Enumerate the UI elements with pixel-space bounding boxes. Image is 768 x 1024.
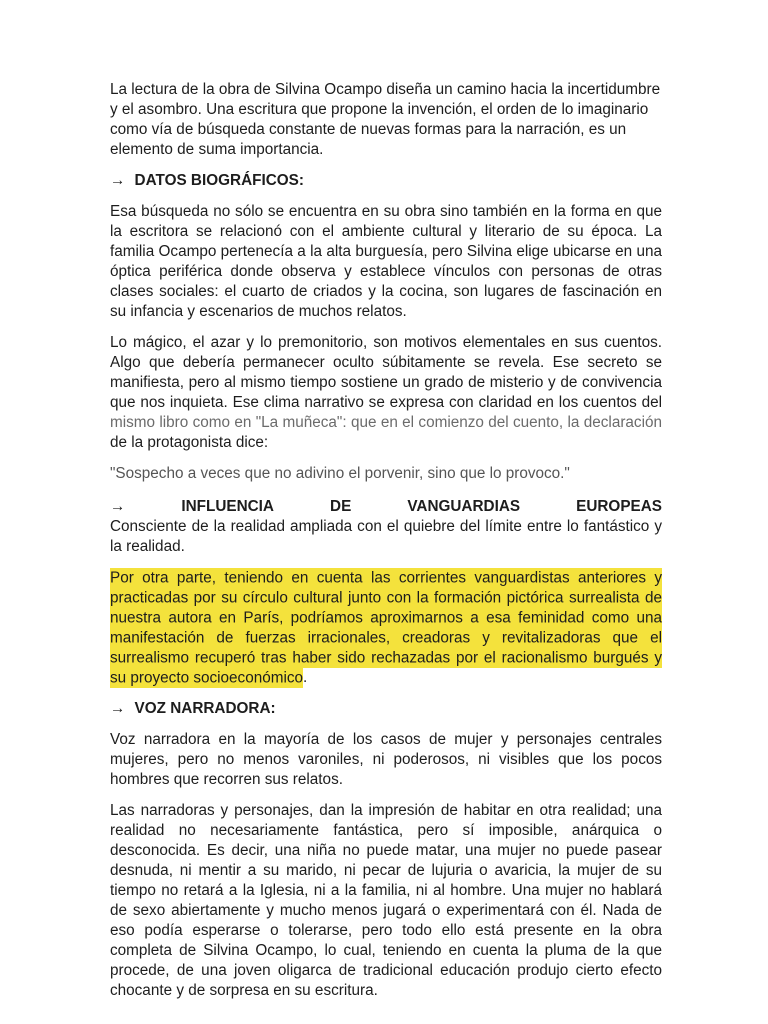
story-quote: "Sospecho a veces que no adivino el porvenir, sino que lo provoco."	[110, 465, 570, 482]
arrow-right-icon: →	[110, 700, 126, 717]
datos-heading-label: DATOS BIOGRÁFICOS:	[134, 172, 304, 189]
highlighted-paragraph	[110, 568, 662, 688]
influencia-word: VANGUARDIAS	[407, 498, 521, 515]
influencia-word: EUROPEAS	[576, 498, 662, 515]
magico-tail-text: de la protagonista dice:	[110, 434, 269, 451]
voz-heading-label: VOZ NARRADORA:	[134, 700, 276, 717]
muneca-muted-segment: mismo libro como en "La muñeca": que en el comienzo del cuento, la declaración	[110, 414, 662, 431]
influencia-word: INFLUENCIA	[181, 498, 274, 515]
voz-heading	[110, 699, 662, 719]
datos-heading	[110, 171, 662, 191]
narradoras-paragraph: Las narradoras y personajes, dan la impresión de habitar en otra realidad; una realidad no necesariamente fantástica, pero sí imposible, anárquica o desconocida. Es decir, una niña no puede matar, una mujer no puede pasear desnuda, ni mentir a su marido, ni pecar de lujuria o avaricia, la mujer de su tiempo no retará a la Iglesia, ni a la familia, ni al hombre. Una mujer no hablará de sexo abiertamente y mucho menos jugará o experimentará con él. Nada de eso podía esperarse o tolerarse, pero todo ello está presente en la obra completa de Silvina Ocampo, lo cual, teniendo en cuenta la pluma de la que procede, de una joven oligarca de tradicional educación produjo cierto efecto chocante y de sorpresa en su escritura.	[110, 802, 662, 999]
influencia-heading	[110, 497, 662, 517]
voz-paragraph: Voz narradora en la mayoría de los casos de mujer y personajes centrales mujeres, pero no menos varoniles, ni poderosos, ni visibles que los pocos hombres que recorren sus relatos.	[110, 731, 662, 788]
highlight-trailing-period: .	[303, 669, 308, 686]
consciente-paragraph: Consciente de la realidad ampliada con el quiebre del límite entre lo fantástico y la realidad.	[110, 518, 662, 555]
arrow-right-icon: →	[110, 172, 126, 189]
influencia-word: DE	[330, 498, 352, 515]
magico-paragraph	[110, 333, 662, 453]
intro-paragraph: La lectura de la obra de Silvina Ocampo diseña un camino hacia la incertidumbre y el asombro. Una escritura que propone la invención, el orden de lo imaginario como vía de búsqueda constante de nuevas formas para la narración, es un elemento de suma importancia.	[110, 81, 661, 158]
magico-lead-text: Lo mágico, el azar y lo premonitorio, son motivos elementales en sus cuentos. Algo que debería permanecer oculto súbitamente se revela. Ese secreto se manifiesta, pero al mismo tiempo sostiene un grado de misterio y de convivencia que nos inquieta. Ese clima narrativo se expresa con claridad en los cuentos del	[110, 334, 662, 411]
highlight-mark: Por otra parte, teniendo en cuenta las corrientes vanguardistas anteriores y practicadas por su círculo cultural junto con la formación pictórica surrealista de nuestra autora en París, podríamos aproximarnos a esa feminidad como una manifestación de fuerzas irracionales, creadoras y revitalizadoras que el surrealismo recuperó tras haber sido rechazadas por el racionalismo burgués y su proyecto socioeconómico	[110, 569, 662, 686]
arrow-right-icon: →	[110, 498, 126, 515]
busqueda-paragraph: Esa búsqueda no sólo se encuentra en su obra sino también en la forma en que la escritora se relacionó con el ambiente cultural y literario de su época. La familia Ocampo pertenecía a la alta burguesía, pero Silvina elige ubicarse en una óptica periférica donde observa y establece vínculos con personas de otras clases sociales: el cuarto de criados y la cocina, son lugares de fascinación en su infancia y escenarios de muchos relatos.	[110, 203, 662, 320]
